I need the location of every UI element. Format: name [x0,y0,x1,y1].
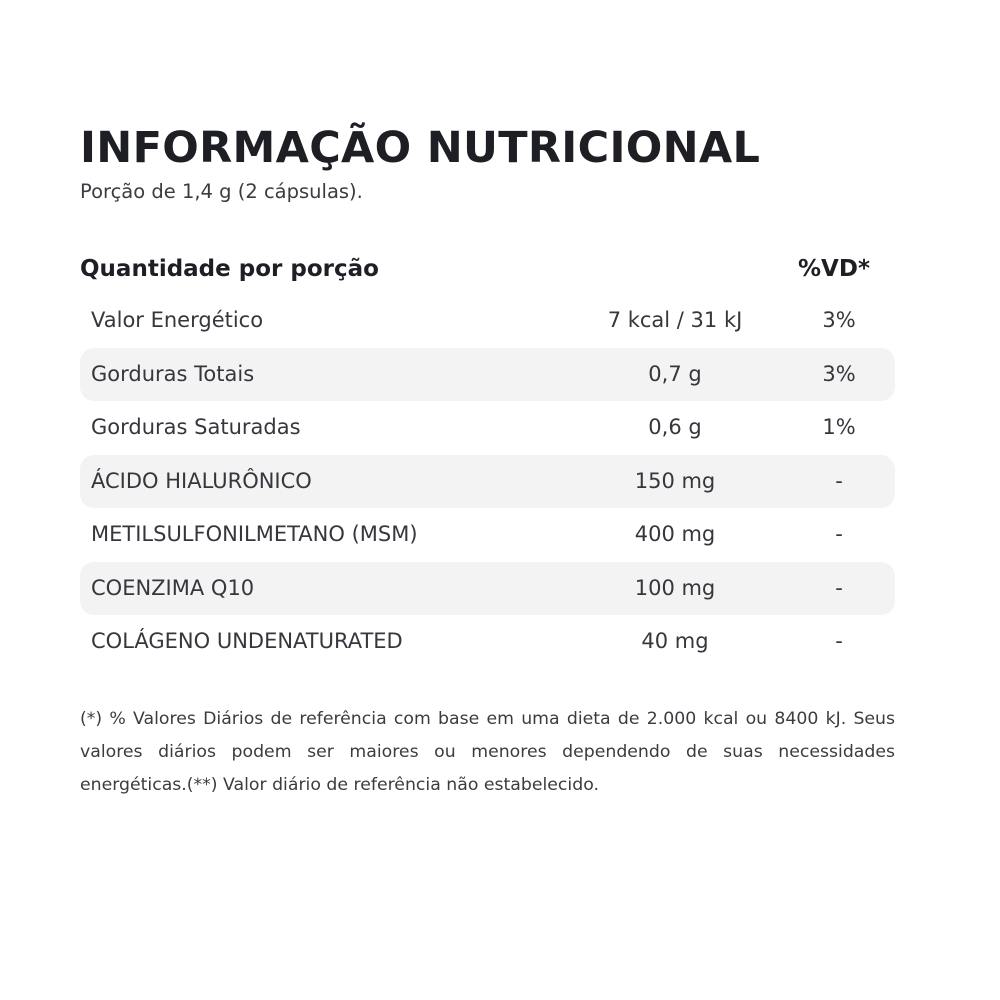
nutrient-daily-value: - [835,629,843,653]
footnote: (*) % Valores Diários de referência com base em uma dieta de 2.000 kcal ou 8400 kJ. Seus valores diários podem ser maiores ou menores dependendo de suas necessidades energéticas.(**) Valor diário de referência não estabelecido. [80,708,895,795]
nutrient-name: Gorduras Totais [91,361,255,386]
nutrient-amount: 0,6 g [648,415,702,439]
nutrient-daily-value: 3% [822,361,856,386]
nutrient-amount: 7 kcal / 31 kJ [607,308,743,332]
nutrient-daily-value: - [835,522,843,546]
table-row [80,401,895,455]
table-header [80,246,895,294]
column-header-daily-value: %VD* [798,256,870,282]
nutrient-amount: 0,7 g [648,361,702,386]
serving-size: Porção de 1,4 g (2 cápsulas). [80,180,363,203]
nutrient-name: COENZIMA Q10 [91,575,255,600]
nutrition-facts-panel [80,120,895,819]
nutrient-name: COLÁGENO UNDENATURATED [91,629,403,653]
table-row [80,508,895,562]
table-row [80,562,895,616]
nutrient-daily-value: 1% [822,415,856,439]
nutrient-name: ÁCIDO HIALURÔNICO [91,468,312,493]
page-title: INFORMAÇÃO NUTRICIONAL [80,123,761,173]
nutrient-amount: 100 mg [634,575,716,600]
nutrient-daily-value: - [835,575,843,600]
table-row [80,294,895,348]
table-row [80,615,895,669]
nutrient-daily-value: - [835,468,843,493]
column-header-quantity: Quantidade por porção [80,256,379,282]
nutrient-name: Gorduras Saturadas [91,415,301,439]
nutrient-amount: 40 mg [641,629,709,653]
nutrition-table [80,246,895,669]
table-row [80,455,895,509]
nutrient-daily-value: 3% [822,308,856,332]
table-row [80,348,895,402]
nutrient-amount: 150 mg [634,468,716,493]
nutrient-amount: 400 mg [634,522,716,546]
nutrient-name: Valor Energético [91,308,264,332]
nutrient-name: METILSULFONILMETANO (MSM) [91,522,418,546]
